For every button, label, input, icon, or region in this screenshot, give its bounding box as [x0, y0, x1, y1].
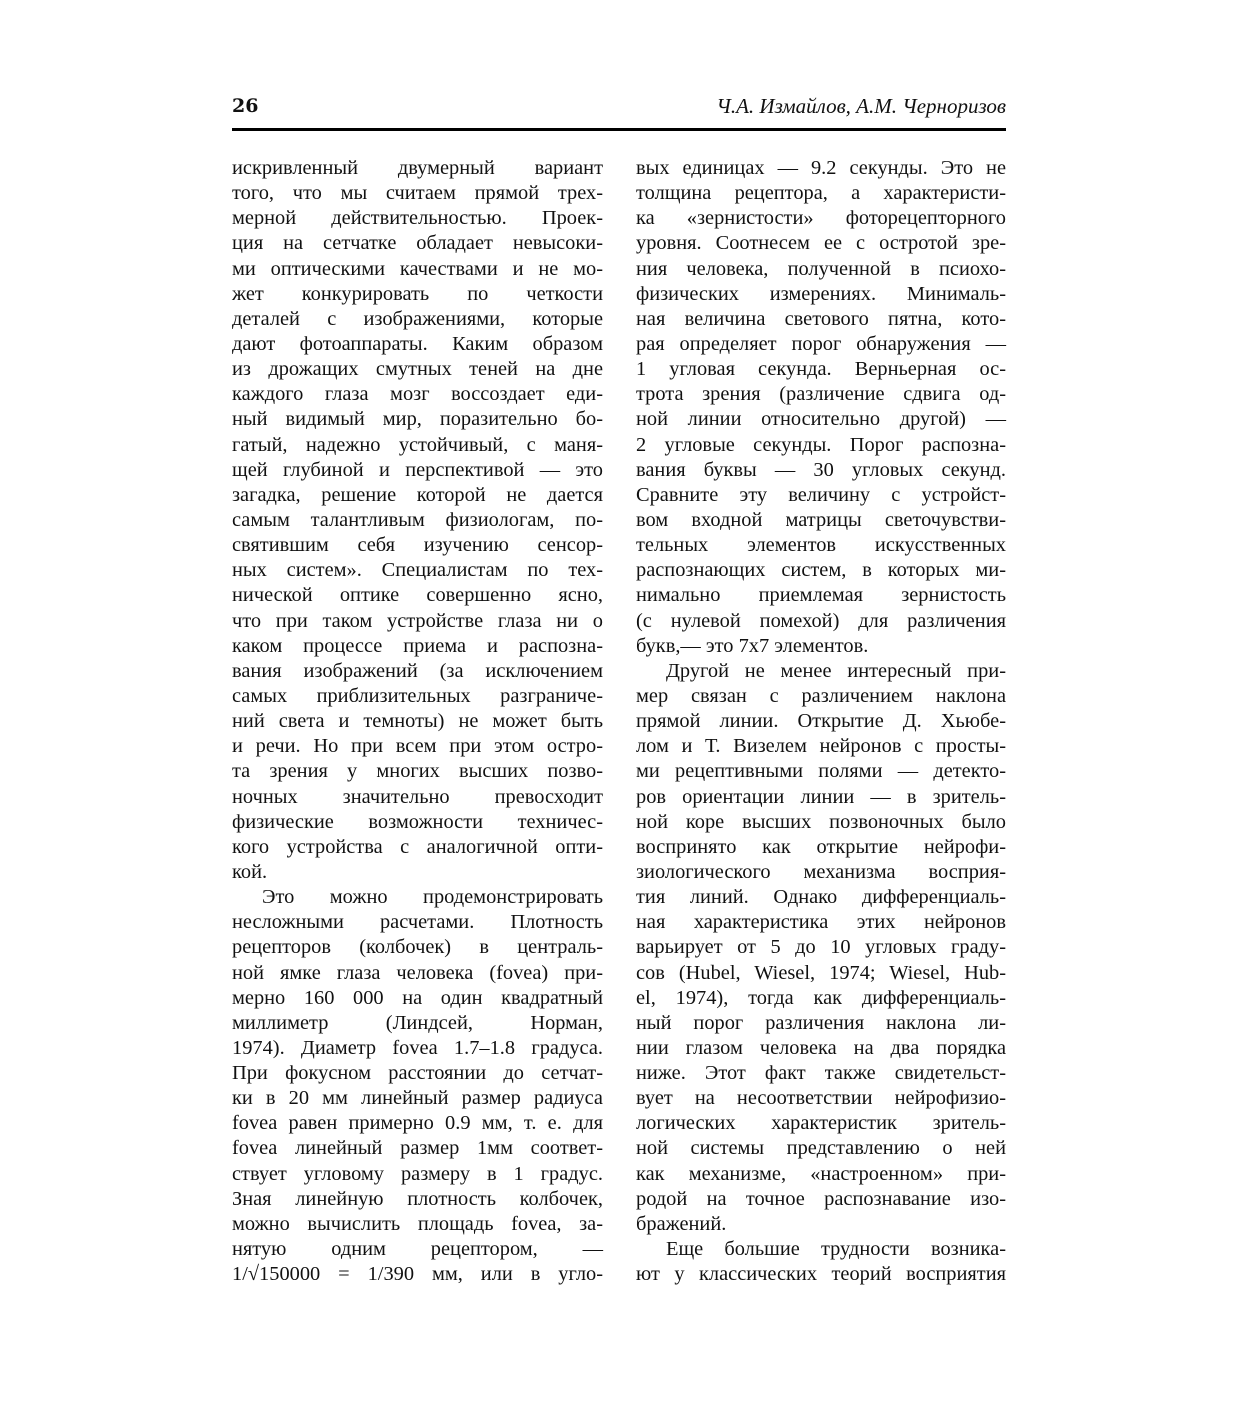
text-line: рая определяет порог обнаружения —	[636, 332, 1006, 355]
text-line: физические возможности техничес-	[232, 810, 603, 833]
text-line: ми рецептивными полями — детекто-	[636, 760, 1006, 783]
text-line: нятую одним рецептором, —	[232, 1238, 603, 1261]
text-line: тия линий. Однако дифференциаль-	[636, 886, 1006, 909]
text-line: Другой не менее интересный при-	[666, 659, 1006, 682]
text-line: несложными расчетами. Плотность	[232, 911, 603, 934]
text-line: Это можно продемонстрировать	[262, 886, 603, 909]
text-line: ствует угловому размеру в 1 градус.	[232, 1162, 603, 1185]
text-line: При фокусном расстоянии до сетчат-	[232, 1062, 603, 1085]
text-line: можно вычислить площадь fovea, за-	[232, 1212, 603, 1235]
text-line: как механизме, «настроенном» при-	[636, 1162, 1006, 1185]
text-line: распознающих систем, в которых ми-	[636, 559, 1006, 582]
text-line: ниже. Этот факт также свидетельст-	[636, 1062, 1006, 1085]
text-line: (с нулевой помехой) для различения	[636, 609, 1006, 632]
text-line: 1 угловая секунда. Верньерная ос-	[636, 358, 1006, 381]
text-line: каком процессе приема и распозна-	[232, 634, 603, 657]
text-line: ют у классических теорий восприятия	[636, 1263, 1006, 1286]
text-line: мерно 160 000 на один квадратный	[232, 986, 603, 1009]
text-line: прямой линии. Открытие Д. Хьюбе-	[636, 710, 1006, 733]
text-line: гатый, надежно устойчивый, с маня-	[232, 433, 603, 456]
text-line: жет конкурировать по четкости	[232, 282, 603, 305]
text-line: тельных элементов искусственных	[636, 534, 1006, 557]
text-line: вания буквы — 30 угловых секунд.	[636, 458, 1006, 481]
text-line: 1/√150000 = 1/390 мм, или в угло-	[232, 1263, 603, 1286]
text-line: загадка, решение которой не дается	[232, 483, 603, 506]
text-line: ки в 20 мм линейный размер радиуса	[232, 1087, 603, 1110]
page-number: 26	[232, 95, 259, 117]
text-line: бражений.	[636, 1212, 727, 1235]
text-line: нической оптике совершенно ясно,	[232, 584, 603, 607]
text-line: что при таком устройстве глаза ни о	[232, 609, 603, 632]
text-line: fovea равен примерно 0.9 мм, т. е. для	[232, 1112, 603, 1135]
text-line: вания изображений (за исключением	[232, 659, 603, 682]
text-line: ка «зернистости» фоторецепторного	[636, 207, 1006, 230]
text-line: сов (Hubel, Wiesel, 1974; Wiesel, Hub-	[636, 961, 1006, 984]
text-line: Еще большие трудности возника-	[666, 1238, 1006, 1261]
text-line: варьирует от 5 до 10 угловых граду-	[636, 936, 1006, 959]
header-rule	[232, 128, 1006, 131]
text-line: вых единицах — 9.2 секунды. Это не	[636, 157, 1006, 179]
text-line: ной ямке глаза человека (fovea) при-	[232, 961, 603, 984]
text-line: букв,— это 7х7 элементов.	[636, 634, 869, 657]
text-line: ной системы представлению о ней	[636, 1137, 1006, 1160]
text-line: ный видимый мир, поразительно бо-	[232, 408, 603, 431]
text-line: трота зрения (различение сдвига од-	[636, 383, 1006, 406]
text-line: el, 1974), тогда как дифференциаль-	[636, 986, 1006, 1009]
text-line: ных систем». Специалистам по тех-	[232, 559, 603, 582]
text-line: лом и Т. Визелем нейронов с просты-	[636, 735, 1006, 758]
text-line: та зрения у многих высших позво-	[232, 760, 603, 783]
text-line: каждого глаза мозг воссоздает еди-	[232, 383, 603, 406]
text-line: вом входной матрицы светочувстви-	[636, 508, 1006, 531]
text-line: ной коре высших позвоночных было	[636, 810, 1006, 833]
text-line: ной линии относительно другой) —	[636, 408, 1006, 431]
text-line: нимально приемлемая зернистость	[636, 584, 1006, 607]
text-line: вует на несоответствии нейрофизио-	[636, 1087, 1006, 1110]
text-line: ная величина светового пятна, кото-	[636, 307, 1006, 330]
text-line: ния человека, полученной в псиохо-	[636, 257, 1006, 280]
text-line: 2 угловые секунды. Порог распозна-	[636, 433, 1006, 456]
text-line: дают фотоаппараты. Каким образом	[232, 332, 603, 355]
text-line: уровня. Соотнесем ее с остротой зре-	[636, 232, 1006, 255]
text-line: родой на точное распознавание изо-	[636, 1187, 1006, 1210]
text-line: Зная линейную плотность колбочек,	[232, 1187, 603, 1210]
text-line: миллиметр (Линдсей, Норман,	[232, 1011, 603, 1034]
text-line: физических измерениях. Минималь-	[636, 282, 1006, 305]
text-line: Сравните эту величину с устройст-	[636, 483, 1006, 506]
text-line: ний света и темноты) не может быть	[232, 710, 603, 733]
text-line: ми оптическими качествами и не мо-	[232, 257, 603, 280]
text-line: ров ориентации линии — в зритель-	[636, 785, 1006, 808]
text-line: логических характеристик зритель-	[636, 1112, 1006, 1135]
text-line: самым талантливым физиологам, по-	[232, 508, 603, 531]
text-column-right	[636, 156, 1006, 1287]
text-line: fovea линейный размер 1мм соответ-	[232, 1137, 603, 1160]
text-line: воспринято как открытие нейрофи-	[636, 835, 1006, 858]
text-line: кого устройства с аналогичной опти-	[232, 835, 603, 858]
text-line: зиологического механизма восприя-	[636, 860, 1006, 883]
text-line: того, что мы считаем прямой трех-	[232, 182, 603, 205]
text-line: кой.	[232, 860, 268, 883]
text-line: рецепторов (колбочек) в централь-	[232, 936, 603, 959]
text-column-left	[232, 156, 603, 1287]
text-line: из дрожащих смутных теней на дне	[232, 358, 603, 381]
text-line: толщина рецептора, а характеристи-	[636, 182, 1006, 205]
text-line: 1974). Диаметр fovea 1.7–1.8 градуса.	[232, 1036, 603, 1059]
text-line: деталей с изображениями, которые	[232, 307, 603, 330]
page-header	[232, 94, 1006, 124]
text-line: мер связан с различением наклона	[636, 684, 1006, 707]
text-line: самых приблизительных разграниче-	[232, 684, 603, 707]
text-line: ный порог различения наклона ли-	[636, 1011, 1006, 1034]
text-line: мерной действительностью. Проек-	[232, 207, 603, 230]
text-line: щей глубиной и перспективой — это	[232, 458, 603, 481]
text-line: и речи. Но при всем при этом остро-	[232, 735, 603, 758]
text-line: святившим себя изучению сенсор-	[232, 534, 603, 557]
text-line: искривленный двумерный вариант	[232, 157, 603, 179]
text-line: нии глазом человека на два порядка	[636, 1036, 1006, 1059]
running-title-authors: Ч.А. Измайлов, А.М. Черноризов	[716, 94, 1006, 118]
text-line: ная характеристика этих нейронов	[636, 911, 1006, 934]
text-line: ночных значительно превосходит	[232, 785, 603, 808]
text-line: ция на сетчатке обладает невысоки-	[232, 232, 603, 255]
